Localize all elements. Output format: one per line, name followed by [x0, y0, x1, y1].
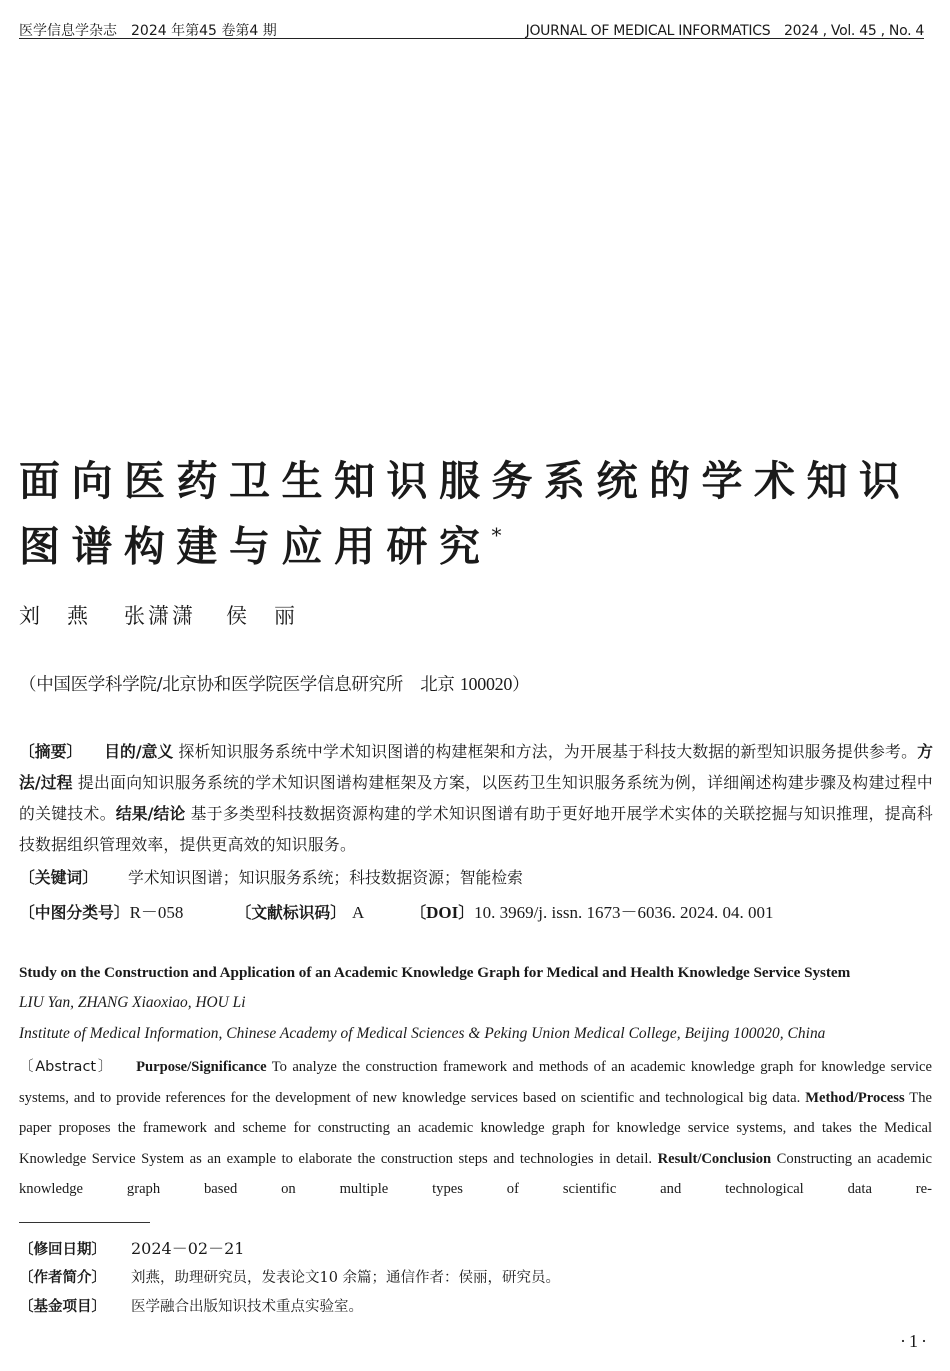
english-institution: Institute of Medical Information, Chinese Academy of Medical Sciences & Peking Union Medical College, Beijing 100020, China [19, 1025, 826, 1042]
title-footnote-mark: * [491, 523, 502, 547]
abstract-en [19, 1052, 932, 1205]
affiliation-zip: 100020 [459, 674, 513, 694]
english-authors: LIU Yan, ZHANG Xiaoxiao, HOU Li [19, 994, 246, 1011]
title-line-2: 图谱构建与应用研究 [19, 522, 492, 571]
doi-value: 10. 3969/j. issn. 1673－6036. 2024. 04. 001 [474, 903, 774, 922]
result-text: 基于多类型科技数据资源构建的学术知识图谱有助于更好地开展学术实体的关联挖掘与知识推理，提高科技数据组织管理效率，提供更高效的知识服务。 [19, 804, 933, 854]
footnote-label: 〔基金项目〕 [19, 1299, 106, 1315]
result-en-label: Result/Conclusion [657, 1150, 772, 1167]
journal-header-en: JOURNAL OF MEDICAL INFORMATICS 2024 , Vol. 45 , No. 4 [525, 23, 924, 39]
affiliation [19, 671, 529, 696]
footnote-value: 刘燕，助理研究员，发表论文10 余篇；通信作者：侯丽，研究员。 [131, 1270, 561, 1286]
doi-bracket-open: 〔 [410, 903, 427, 922]
author-name: 张潇潇 [124, 604, 196, 628]
footnote-funding [19, 1295, 363, 1316]
method-text: 提出面向知识服务系统的学术知识图谱构建框架及方案，以医药卫生知识服务系统为例，详细阐述构建步骤及构建过程中的关键技术。 [19, 773, 933, 823]
header-rule [19, 38, 924, 39]
keywords-text: 学术知识图谱；知识服务系统；科技数据资源；智能检索 [128, 868, 523, 887]
doc-code-label: 〔文献标识码〕 [235, 903, 347, 922]
footnote-revised-date [19, 1236, 244, 1259]
affiliation-close: ） [512, 675, 530, 695]
method-en-label: Method/Process [805, 1089, 905, 1106]
article-title [19, 452, 931, 576]
method-label: 方法/过程 [19, 742, 933, 792]
author-name: 刘 燕 [19, 604, 91, 628]
clc-value: R－058 [129, 903, 184, 922]
footnote-value: 医学融合出版知识技术重点实验室。 [131, 1299, 363, 1315]
footnote-value: 2024－02－21 [131, 1239, 245, 1258]
author-name: 侯 丽 [226, 604, 298, 628]
purpose-label: 目的/意义 [104, 742, 174, 761]
result-label: 结果/结论 [115, 804, 186, 823]
doc-code-value: A [352, 903, 365, 922]
affiliation-text: （中国医学科学院/北京协和医学院医学信息研究所 北京 [19, 675, 460, 695]
footnote-label: 〔作者简介〕 [19, 1270, 106, 1286]
keywords [19, 865, 523, 888]
purpose-en-label: Purpose/Significance [136, 1059, 267, 1075]
page-number: ·1· [900, 1331, 930, 1351]
journal-header-cn: 医学信息学杂志 2024 年第45 卷第4 期 [19, 23, 277, 39]
english-title: Study on the Construction and Application of an Academic Knowledge Graph for Medical and Health Knowledge Service System [19, 964, 851, 981]
abstract-en-label: 〔Abstract〕 [19, 1059, 115, 1075]
footnote-label: 〔修回日期〕 [19, 1242, 106, 1258]
abstract-cn [19, 736, 933, 860]
title-line-1: 面向医药卫生知识服务系统的学术知识 [19, 457, 912, 505]
result-en-text: Constructing an academic knowledge graph based on multiple types of scientific and technological data re- [19, 1150, 933, 1198]
footnote-rule [19, 1222, 150, 1223]
purpose-text: 探析知识服务系统中学术知识图谱的构建框架和方法，为开展基于科技大数据的新型知识服务提供参考。 [173, 742, 918, 761]
author-list [19, 600, 298, 630]
doi-label: DOI [426, 903, 459, 922]
keywords-label: 〔关键词〕 [19, 868, 98, 887]
footnote-author-bio [19, 1266, 560, 1287]
method-en-text: The paper proposes the framework and scheme for constructing an academic knowledge graph for knowledge service systems, and takes the Medical Knowledge Service System as an example to elaborate the construction steps and technologies in detail. [19, 1089, 932, 1167]
purpose-en-text: To analyze the construction framework and methods of an academic knowledge graph for knowledge service systems, and to provide references for the development of new knowledge services based on scientific and technological big data. [19, 1059, 932, 1106]
classification-line [19, 898, 773, 923]
doi-bracket-close: 〕 [458, 903, 475, 922]
clc-label: 〔中图分类号〕 [19, 903, 130, 922]
abstract-label: 〔摘要〕 [19, 742, 83, 761]
